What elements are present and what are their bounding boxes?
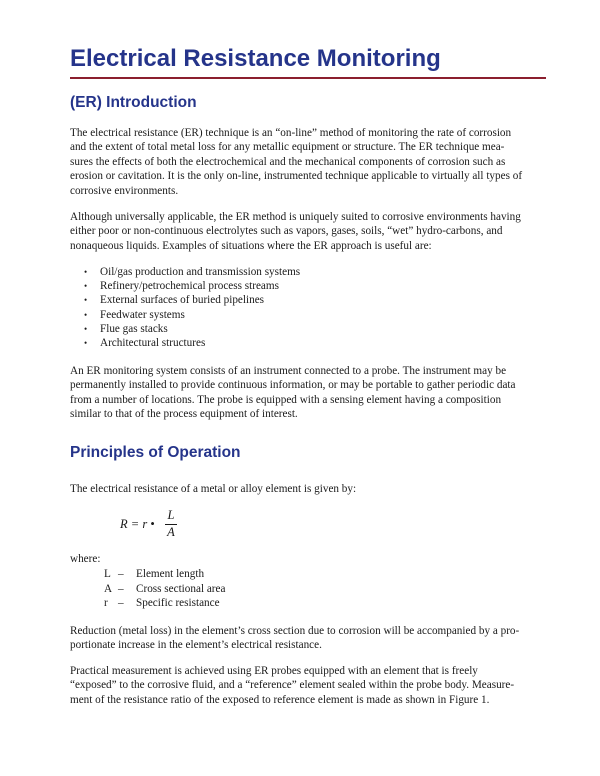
text-line: “exposed” to the corrosive fluid, and a “reference” element sealed within the probe body. Measure- (70, 679, 515, 692)
formula-lhs: R = r • (120, 517, 155, 531)
title-rule (70, 77, 546, 79)
definition-symbol: A (104, 582, 113, 595)
list-item: • Oil/gas production and transmission systems (70, 265, 300, 279)
text-line: Although universally applicable, the ER method is uniquely suited to corrosive environments having (70, 211, 521, 223)
intro-paragraph-2 (70, 210, 548, 253)
text-line: permanently installed to provide continuous information, or may be portable to gather periodic data (70, 379, 516, 392)
text-line: Practical measurement is achieved using ER probes equipped with an element that is freely (70, 665, 478, 677)
list-item: • External surfaces of buried pipelines (70, 293, 300, 307)
definition-text: Element length (136, 568, 205, 580)
text-line: and the extent of total metal loss for any metallic equipment or structure. The ER technique mea- (70, 141, 505, 154)
formula-denominator: A (167, 525, 175, 539)
definition-symbol: r (104, 597, 108, 609)
text-line: An ER monitoring system consists of an instrument connected to a probe. The instrument may be (70, 365, 507, 377)
intro-paragraph-3 (70, 364, 548, 422)
text-line: either poor or non-continuous electrolytes such as vapors, gases, soils, “wet” hydro-carbons, and (70, 225, 503, 238)
variable-definitions (104, 567, 225, 611)
intro-paragraph-1 (70, 126, 548, 198)
section-heading-intro: (ER) Introduction (70, 94, 197, 111)
text-line: erosion or cavitation. It is the only on-line, instrumented technique applicable to virtually all types of (70, 170, 523, 183)
text-line: The electrical resistance of a metal or alloy element is given by: (70, 483, 357, 495)
principles-paragraph-1 (70, 482, 548, 496)
definition-text: Cross sectional area (136, 582, 226, 595)
text-line: ment of the resistance ratio of the exposed to reference element is made as shown in Figure 1. (70, 693, 490, 706)
principles-paragraph-3 (70, 664, 548, 707)
section-heading-principles: Principles of Operation (70, 444, 241, 461)
definition-row (104, 582, 225, 597)
list-item: • Architectural structures (70, 336, 300, 350)
list-item: • Refinery/petrochemical process streams (70, 279, 300, 293)
text-line: Reduction (metal loss) in the element’s cross section due to corrosion will be accompanied by a pro- (70, 625, 520, 637)
text-line: portionate increase in the element’s electrical resistance. (70, 639, 322, 652)
list-item: • Flue gas stacks (70, 322, 300, 336)
definition-row (104, 567, 225, 582)
formula-numerator: L (167, 508, 175, 522)
text-line: nonaqueous liquids. Examples of situations where the ER approach is useful are: (70, 239, 432, 252)
definition-dash: – (118, 597, 124, 609)
definition-text: Specific resistance (136, 597, 220, 609)
text-line: corrosive environments. (70, 184, 179, 197)
text-line: from a number of locations. The probe is equipped with a sensing element having a composition (70, 393, 502, 406)
resistance-formula (120, 510, 200, 540)
where-label: where: (70, 553, 101, 565)
page-title: Electrical Resistance Monitoring (70, 45, 441, 72)
text-line: sures the effects of both the electrochemical and the mechanical components of corrosion such as (70, 155, 506, 168)
definition-dash: – (118, 582, 124, 595)
principles-paragraph-2 (70, 624, 548, 653)
text-line: similar to that of the process equipment of interest. (70, 408, 298, 421)
definition-dash: – (118, 568, 124, 580)
definition-row (104, 596, 225, 611)
text-line: The electrical resistance (ER) technique is an “on-line” method of monitoring the rate of corrosion (70, 127, 512, 139)
definition-symbol: L (104, 568, 111, 580)
list-item: • Feedwater systems (70, 308, 300, 322)
applications-list (70, 265, 300, 350)
